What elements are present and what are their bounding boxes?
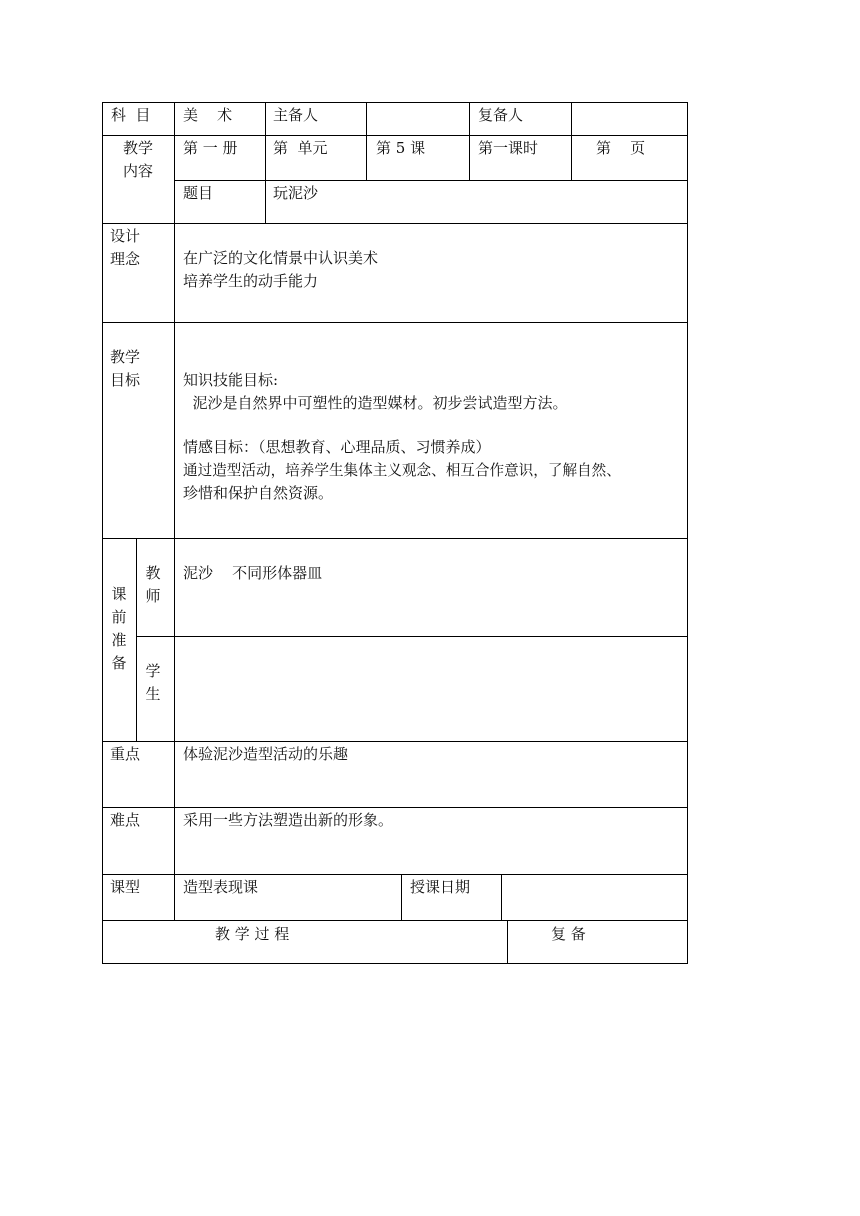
- teacher-label: 教师: [145, 564, 161, 605]
- design-label: 设计理念: [110, 227, 141, 268]
- rule: [136, 636, 688, 637]
- rule: [102, 322, 688, 323]
- page-field: 第 页: [596, 139, 646, 157]
- goals-line-4: 情感目标：（思想教育、心理品质、习惯养成）: [183, 438, 491, 456]
- rule: [174, 180, 688, 181]
- subject-label: 科 目: [111, 106, 151, 124]
- rule: [102, 741, 688, 742]
- rule: [507, 920, 508, 963]
- rule: [687, 102, 688, 964]
- period-field: 第一课时: [478, 139, 539, 157]
- rule: [102, 807, 688, 808]
- goals-line-1: 知识技能目标:: [183, 371, 279, 389]
- rule: [102, 963, 688, 964]
- rule: [102, 102, 103, 964]
- type-label: 课型: [110, 878, 141, 896]
- rule: [501, 874, 502, 920]
- student-label: 学生: [145, 662, 161, 703]
- rule: [265, 102, 266, 223]
- rule: [401, 874, 402, 920]
- type-value: 造型表现课: [183, 878, 259, 896]
- date-field[interactable]: [510, 876, 680, 916]
- main-preparer-label: 主备人: [273, 106, 319, 124]
- teacher-value: 泥沙 不同形体器皿: [183, 564, 323, 582]
- main-preparer-field[interactable]: [374, 104, 464, 128]
- unit-field: 第 单元: [273, 139, 328, 157]
- design-line-1: 在广泛的文化情景中认识美术: [183, 249, 379, 267]
- goals-line-6: 珍惜和保护自然资源。: [183, 484, 334, 502]
- lesson-field: 第 5 课: [376, 139, 426, 157]
- rule: [102, 135, 688, 136]
- difficulty-label: 难点: [110, 811, 141, 829]
- co-preparer-label: 复备人: [478, 106, 524, 124]
- rule: [102, 223, 688, 224]
- date-label: 授课日期: [410, 878, 471, 896]
- rule: [102, 102, 688, 103]
- student-field[interactable]: [183, 660, 673, 720]
- rule: [366, 102, 367, 180]
- rule: [102, 874, 688, 875]
- key-value: 体验泥沙造型活动的乐趣: [183, 745, 349, 763]
- process-label: 教 学 过 程: [215, 925, 290, 943]
- design-line-2: 培养学生的动手能力: [183, 272, 319, 290]
- rule: [136, 538, 137, 741]
- title-label: 题目: [183, 184, 214, 202]
- title-value: 玩泥沙: [273, 184, 319, 202]
- goals-line-2: 泥沙是自然界中可塑性的造型媒材。初步尝试造型方法。: [183, 394, 568, 412]
- rule: [174, 102, 175, 920]
- co-preparer-field[interactable]: [580, 104, 680, 128]
- difficulty-value: 采用一些方法塑造出新的形象。: [183, 811, 394, 829]
- key-label: 重点: [110, 745, 141, 763]
- rule: [102, 920, 688, 921]
- volume-field: 第 一 册: [183, 139, 238, 157]
- goals-label: 教学目标: [110, 348, 141, 389]
- subject-value: 美 术: [183, 106, 233, 124]
- content-label: 教学内容: [122, 139, 153, 180]
- rule: [102, 538, 688, 539]
- rule: [469, 102, 470, 180]
- prep-label: 课前准备: [111, 585, 127, 672]
- goals-line-5: 通过造型活动，培养学生集体主义观念、相互合作意识，了解自然、: [183, 462, 621, 479]
- review-label: 复 备: [551, 925, 586, 943]
- rule: [571, 102, 572, 180]
